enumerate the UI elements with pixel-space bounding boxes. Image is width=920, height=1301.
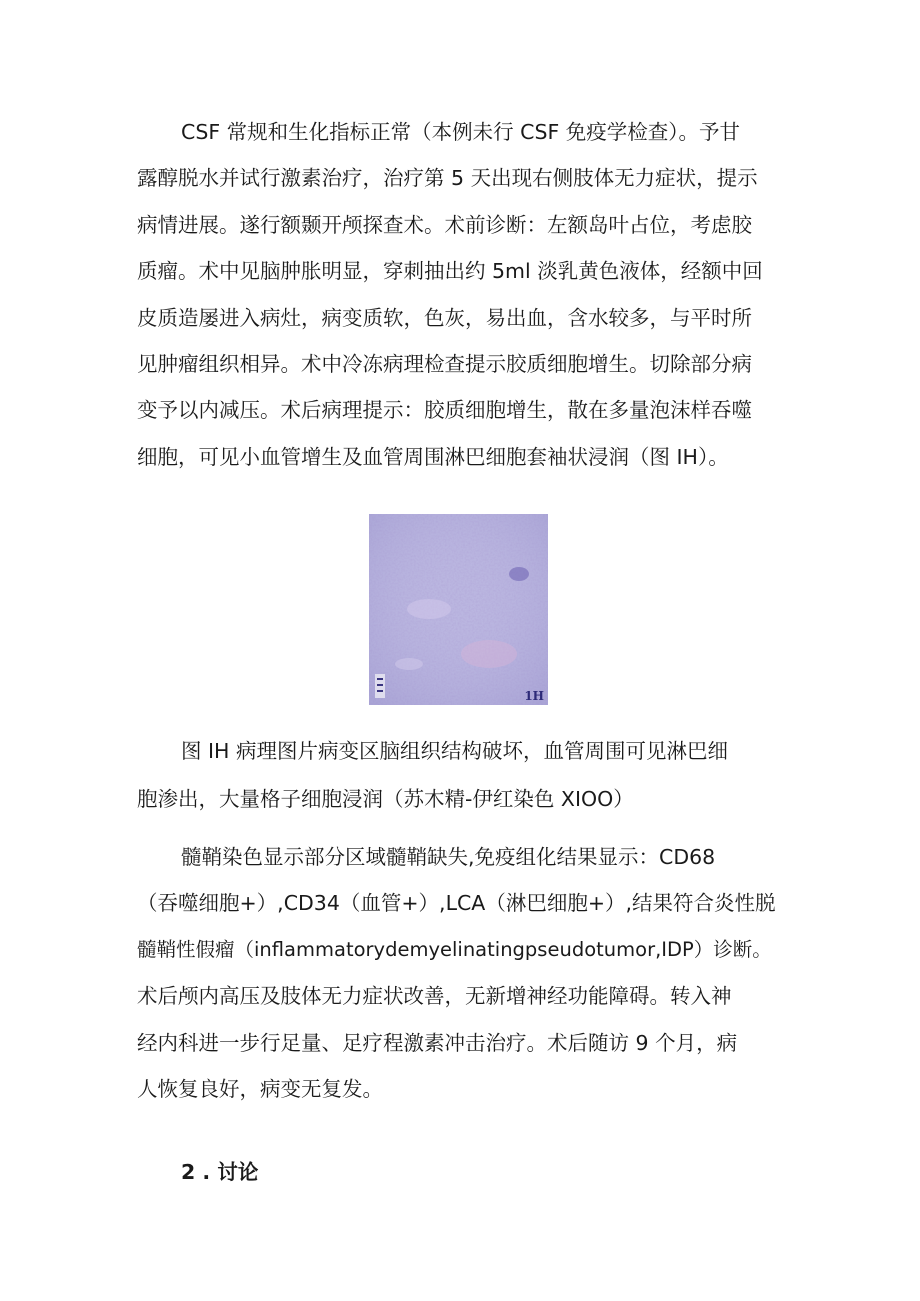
text-line: 病情进展。遂行额颞开颅探查术。术前诊断：左额岛叶占位，考虑胶: [137, 212, 752, 237]
text-line: 露醇脱水并试行激素治疗，治疗第 5 天出现右侧肢体无力症状，提示: [137, 166, 758, 191]
text-line: 变予以内减压。术后病理提示：胶质细胞增生，散在多量泡沫样吞噬: [137, 398, 752, 423]
text-line: 皮质造屡进入病灶，病变质软，色灰，易出血，含水较多，与平时所: [137, 305, 752, 330]
histology-micrograph-icon: [369, 514, 548, 705]
section-heading: 2 . 讨论: [181, 1160, 259, 1184]
text-line: 经内科进一步行足量、足疗程激素冲击治疗。术后随访 9 个月，病: [137, 1030, 738, 1055]
pathology-figure: [369, 514, 548, 705]
figure-caption: [137, 727, 787, 823]
text-line: 人恢复良好，病变无复发。: [137, 1076, 383, 1101]
text-line: 细胞，可见小血管增生及血管周围淋巴细胞套袖状浸润（图 IH）。: [137, 444, 729, 469]
text-line: 髓鞘染色显示部分区域髓鞘缺失,免疫组化结果显示：CD68: [181, 845, 716, 869]
caption-line: 胞渗出，大量格子细胞浸润（苏木精-伊红染色 XIOO）: [137, 787, 634, 811]
results-paragraph: [137, 834, 787, 1112]
case-paragraph: [137, 109, 787, 480]
caption-line: 图 IH 病理图片病变区脑组织结构破坏，血管周围可见淋巴细: [181, 739, 728, 763]
text-line: 髓鞘性假瘤（inflammatorydemyelinatingpseudotumor,IDP）诊断。: [137, 937, 772, 961]
text-line: 见肿瘤组织相异。术中冷冻病理检查提示胶质细胞增生。切除部分病: [137, 351, 752, 376]
text-line: CSF 常规和生化指标正常（本例未行 CSF 免疫学检查）。予甘: [181, 120, 741, 144]
figure-label: 1H: [524, 689, 544, 703]
text-line: （吞噬细胞+）,CD34（血管+）,LCA（淋巴细胞+）,结果符合炎性脱: [137, 891, 776, 916]
text-line: 质瘤。术中见脑肿胀明显，穿刺抽出约 5ml 淡乳黄色液体，经额中回: [137, 259, 763, 284]
text-line: 术后颅内高压及肢体无力症状改善，无新增神经功能障碍。转入神: [137, 984, 732, 1009]
